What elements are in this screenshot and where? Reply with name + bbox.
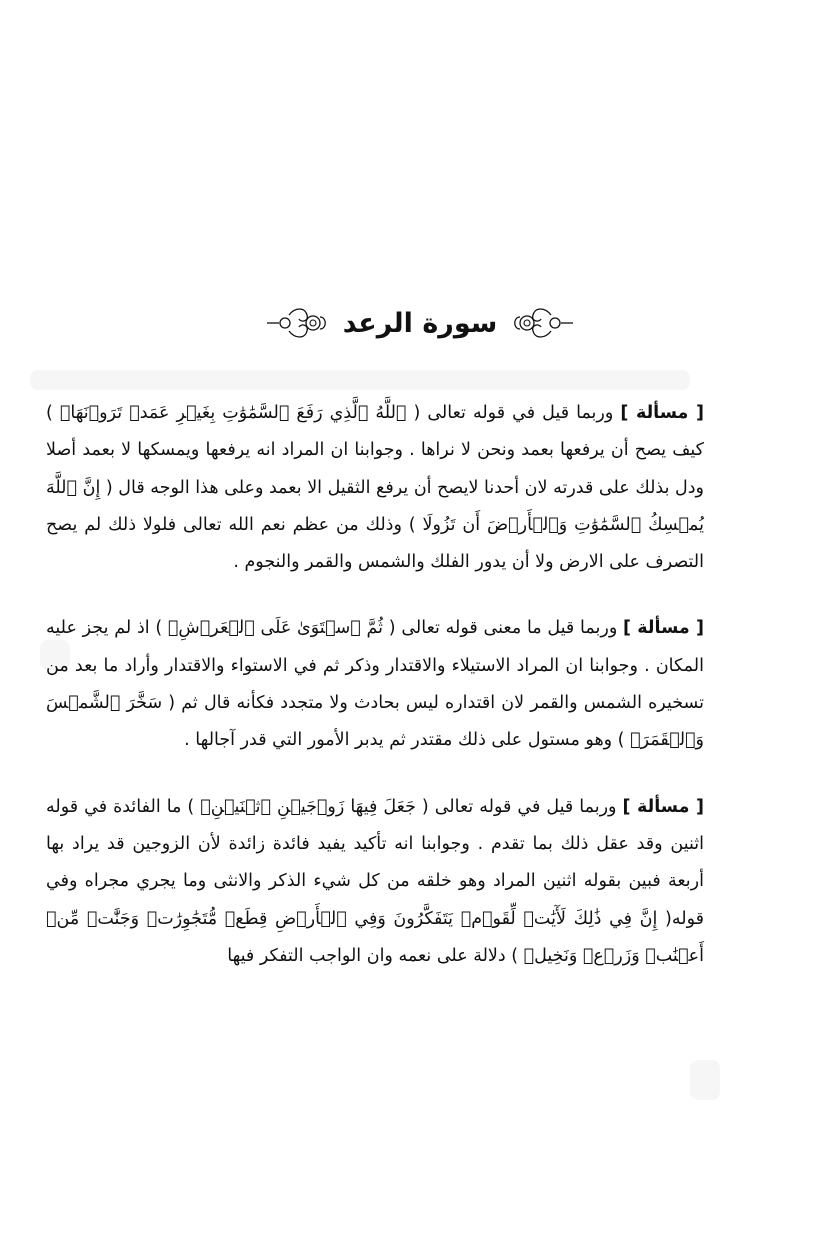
- body-text: [46, 395, 704, 975]
- scan-smudge: [30, 370, 690, 390]
- scan-smudge: [690, 1060, 720, 1100]
- chapter-heading: [250, 296, 590, 350]
- paragraph-text: وربما قيل في قوله تعالى ( ٱللَّهُ ٱلَّذِي رَفَعَ ٱلسَّمَٰوَٰتِ بِغَيۡرِ عَمَدٖ تَرَوۡنَهَاۖ ) كيف يصح أن يرفعها بعمد ونحن لا نراها . وجوابنا ان المراد انه يرفعها ويمسكها لا بعمد أصلا ودل بذلك على قدرته لان أحدنا لايصح أن يرفع الثقيل الا بعمد وعلى هذا الوجه قال ( إِنَّ ٱللَّهَ يُمۡسِكُ ٱلسَّمَٰوَٰتِ وَٱلۡأَرۡضَ أَن تَزُولَا ) وذلك من عظم نعم الله تعالى فلولا ذلك لم يصح التصرف على الارض ولا أن يدور الفلك والشمس والقمر والنجوم .: [46, 403, 704, 573]
- question-label: [ مسألة ]: [620, 403, 704, 423]
- right-ornament-icon: [511, 303, 575, 343]
- paragraph-1: [46, 395, 704, 581]
- paragraph-text: وربما قيل في قوله تعالى ( جَعَلَ فِيهَا زَوۡجَيۡنِ ٱثۡنَيۡنِۖ ) ما الفائدة في قوله اثنين وقد عقل ذلك بما تقدم . وجوابنا انه تأكيد يفيد فائدة زائدة لأن الزوجين قد يراد بها أربعة فبين بقوله اثنين المراد وهو خلقه من كل شيء الذكر والانثى وما يجري مجراه وفي قوله( إِنَّ فِي ذَٰلِكَ لَأٓيَٰتٖ لِّقَوۡمٖ يَتَفَكَّرُونَ وَفِي ٱلۡأَرۡضِ قِطَعٞ مُّتَجَٰوِرَٰتٞ وَجَنَّٰتٞ مِّنۡ أَعۡنَٰبٖ وَزَرۡعٞ وَنَخِيلٞ ) دلالة على نعمه وان الواجب التفكر فيها: [46, 796, 704, 966]
- paragraph-3: [46, 789, 704, 975]
- left-ornament-icon: [265, 303, 329, 343]
- paragraph-2: [46, 610, 704, 759]
- chapter-title: سورة الرعد: [342, 307, 498, 339]
- question-label: [ مسألة ]: [623, 618, 704, 639]
- paragraph-text: وربما قيل ما معنى قوله تعالى ( ثُمَّ ٱسۡتَوَىٰ عَلَى ٱلۡعَرۡشِۖ ) اذ لم يجز عليه المكان . وجوابنا ان المراد الاستيلاء والاقتدار وذكر ثم في الاستواء والاقتدار وأراد ما بعد من تسخيره الشمس والقمر لان اقتداره ليس بحادث ولا متجدد فكأنه قال ثم ( سَخَّرَ ٱلشَّمۡسَ وَٱلۡقَمَرَۖ ) وهو مستول على ذلك مقتدر ثم يدبر الأمور التي قدر آجالها .: [46, 618, 704, 751]
- question-label: [ مسألة ]: [622, 796, 704, 817]
